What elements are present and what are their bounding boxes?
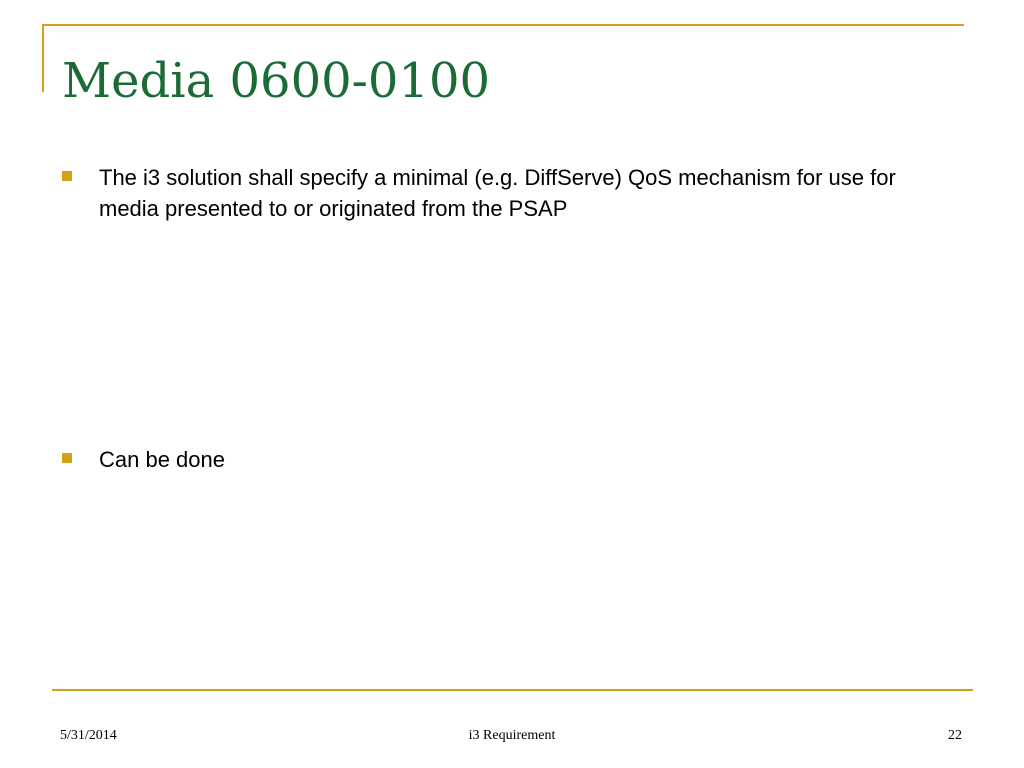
- square-bullet-icon: [62, 453, 72, 463]
- footer-divider: [52, 689, 973, 691]
- slide-title: Media 0600-0100: [62, 53, 491, 109]
- left-decorative-line: [42, 24, 44, 92]
- footer-title: i3 Requirement: [468, 728, 556, 743]
- square-bullet-icon: [62, 171, 72, 181]
- top-decorative-line: [42, 24, 964, 26]
- page-number: 22: [948, 728, 962, 743]
- bullet-text: The i3 solution shall specify a minimal (e.g. DiffServe) QoS mechanism for use for media presented to or originated from the PSAP: [99, 165, 896, 221]
- footer-date: 5/31/2014: [60, 728, 117, 743]
- bullet-text: Can be done: [99, 447, 225, 472]
